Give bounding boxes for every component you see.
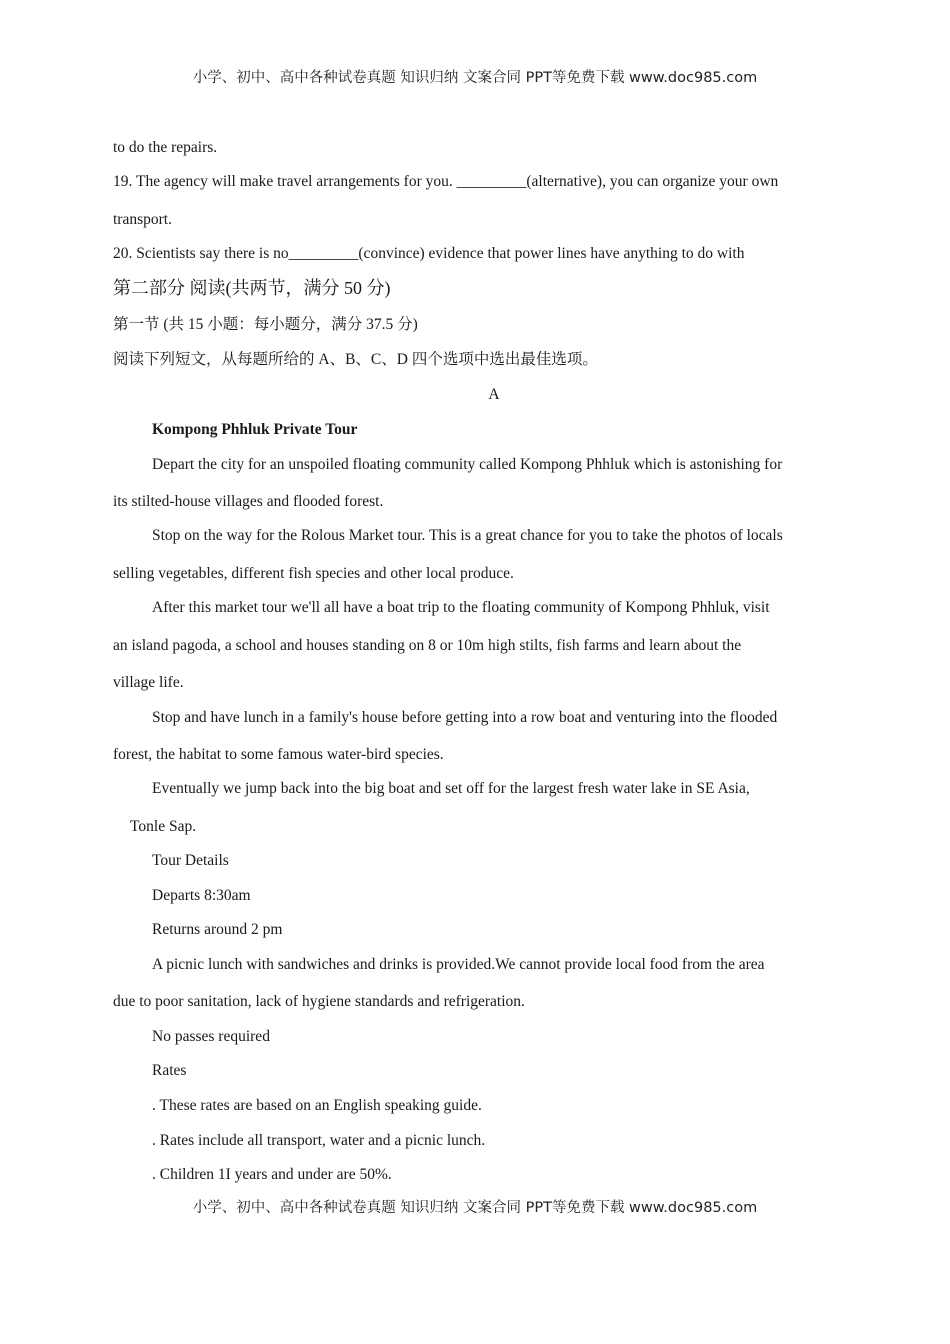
- question-19: 19. The agency will make travel arrangements for you. _________(alternative), you can organize your own: [113, 173, 779, 190]
- paragraph-line: A picnic lunch with sandwiches and drinks is provided.We cannot provide local food from the area: [152, 956, 765, 973]
- instructions: 阅读下列短文，从每题所给的 A、B、C、D 四个选项中选出最佳选项。: [113, 351, 598, 368]
- rates-heading: Rates: [152, 1062, 187, 1079]
- paragraph-line: forest, the habitat to some famous water-bird species.: [113, 746, 444, 763]
- paragraph-line: After this market tour we'll all have a boat trip to the floating community of Kompong Phhluk, visit: [152, 599, 770, 616]
- passage-label: A: [488, 386, 500, 403]
- passes-note: No passes required: [152, 1028, 270, 1045]
- text-line: transport.: [113, 211, 172, 228]
- rate-item: . These rates are based on an English speaking guide.: [152, 1097, 482, 1114]
- paragraph-line: its stilted-house villages and flooded forest.: [113, 493, 384, 510]
- paragraph-line: village life.: [113, 674, 184, 691]
- page-footer: 小学、初中、高中各种试卷真题 知识归纳 文案合同 PPT等免费下载 www.doc985.com: [192, 1200, 758, 1216]
- rate-item: . Rates include all transport, water and a picnic lunch.: [152, 1132, 486, 1149]
- tour-details-heading: Tour Details: [152, 852, 229, 869]
- paragraph-line: due to poor sanitation, lack of hygiene standards and refrigeration.: [113, 993, 525, 1010]
- section-heading: 第二部分 阅读(共两节，满分 50 分): [113, 278, 391, 298]
- passage-title: Kompong Phhluk Private Tour: [152, 421, 358, 438]
- paragraph-line: Depart the city for an unspoiled floating community called Kompong Phhluk which is astonishing for: [152, 456, 783, 473]
- subsection-heading: 第一节 (共 15 小题：每小题分，满分 37.5 分): [113, 316, 418, 333]
- paragraph-line: Stop on the way for the Rolous Market tour. This is a great chance for you to take the photos of locals: [152, 527, 783, 544]
- page-header: 小学、初中、高中各种试卷真题 知识归纳 文案合同 PPT等免费下载 www.doc985.com: [192, 70, 758, 86]
- text-line: to do the repairs.: [113, 139, 218, 156]
- return-time: Returns around 2 pm: [152, 921, 283, 938]
- paragraph-line: Tonle Sap.: [130, 818, 197, 835]
- paragraph-line: Stop and have lunch in a family's house before getting into a row boat and venturing into the flooded: [152, 709, 778, 726]
- question-20: 20. Scientists say there is no_________(convince) evidence that power lines have anything to do with: [113, 245, 745, 262]
- paragraph-line: Eventually we jump back into the big boat and set off for the largest fresh water lake in SE Asia,: [152, 780, 750, 797]
- rate-item: . Children 1I years and under are 50%.: [152, 1166, 392, 1183]
- paragraph-line: selling vegetables, different fish species and other local produce.: [113, 565, 514, 582]
- departure-time: Departs 8:30am: [152, 887, 251, 904]
- paragraph-line: an island pagoda, a school and houses standing on 8 or 10m high stilts, fish farms and learn about the: [113, 637, 742, 654]
